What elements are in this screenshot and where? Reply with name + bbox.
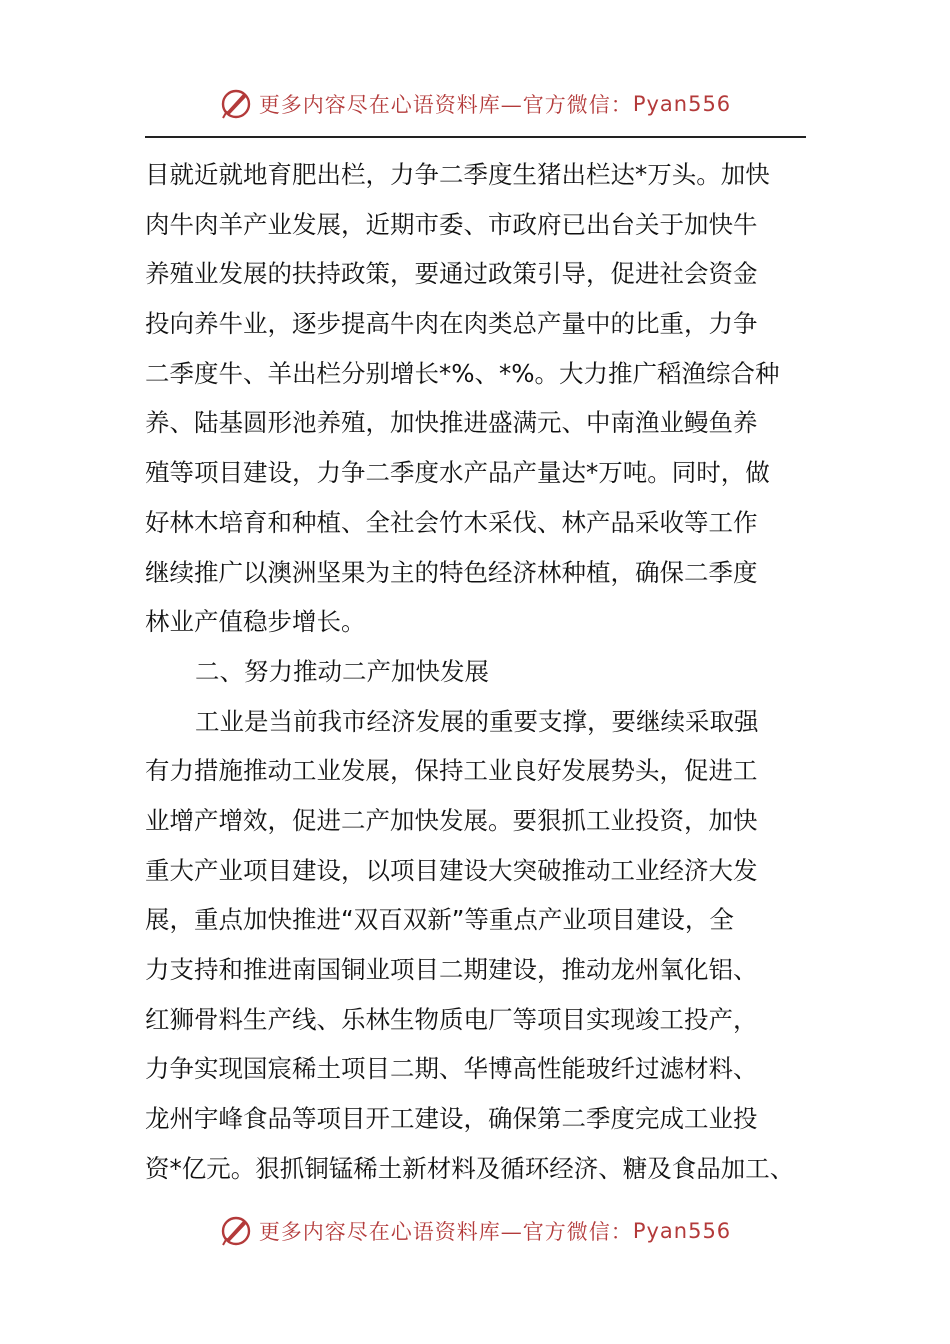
text-line: 投向养牛业，逐步提高牛肉在肉类总产量中的比重，力争 — [145, 309, 758, 339]
text-line: 好林木培育和种植、全社会竹木采伐、林产品采收等工作 — [145, 507, 758, 537]
text-line: 龙州宇峰食品等项目开工建设，确保第二季度完成工业投 — [145, 1104, 758, 1134]
paragraph — [145, 697, 835, 747]
text-line: 力支持和推进南国铜业项目二期建设，推动龙州氧化铝、 — [145, 955, 758, 984]
footer-watermark — [0, 1211, 950, 1251]
text-line: 力争实现国宸稀土项目二期、华博高性能玻纤过滤材料、 — [145, 1054, 758, 1084]
text-line: 资*亿元。狠抓铜锰稀土新材料及循环经济、糖及食品加工、 — [145, 1153, 795, 1183]
paragraph — [145, 647, 835, 697]
quill-logo-icon — [219, 87, 253, 121]
paragraph — [145, 150, 835, 647]
watermark-text: 更多内容尽在心语资料库—官方微信： — [258, 1220, 633, 1244]
quill-logo-icon — [219, 1214, 253, 1248]
text-line: 殖等项目建设，力争二季度水产品产量达*万吨。同时，做 — [145, 458, 770, 488]
text-line: 林业产值稳步增长。 — [145, 607, 366, 637]
text-line: 目就近就地育肥出栏，力争二季度生猪出栏达*万头。加快 — [145, 160, 770, 189]
text-line: 继续推广以澳洲坚果为主的特色经济林种植，确保二季度 — [145, 557, 758, 587]
text-line: 二季度牛、羊出栏分别增长*%、*%。大力推广稻渔综合种 — [145, 358, 780, 388]
watermark-text: 更多内容尽在心语资料库—官方微信： — [258, 93, 633, 117]
header-divider — [145, 136, 806, 138]
text-line: 展，重点加快推进“双百双新”等重点产业项目建设，全 — [145, 905, 734, 935]
text-line: 重大产业项目建设，以项目建设大突破推动工业经济大发 — [145, 855, 758, 885]
text-line: 肉牛肉羊产业发展，近期市委、市政府已出台关于加快牛 — [145, 209, 758, 239]
paragraph — [145, 746, 835, 1193]
watermark-handle: Pyan556 — [632, 92, 732, 116]
text-line: 红狮骨料生产线、乐林生物质电厂等项目实现竣工投产， — [145, 1004, 758, 1034]
text-line: 养、陆基圆形池养殖，加快推进盛满元、中南渔业鳗鱼养 — [145, 408, 758, 438]
text-line: 养殖业发展的扶持政策，要通过政策引导，促进社会资金 — [145, 259, 758, 289]
text-line: 有力措施推动工业发展，保持工业良好发展势头，促进工 — [145, 756, 758, 786]
document-body — [145, 150, 835, 1193]
header-watermark — [0, 84, 950, 124]
text-line: 二、努力推动二产加快发展 — [195, 656, 489, 686]
text-line: 业增产增效，促进二产加快发展。要狠抓工业投资，加快 — [145, 805, 758, 835]
watermark-handle: Pyan556 — [632, 1219, 732, 1243]
text-line: 工业是当前我市经济发展的重要支撑，要继续采取强 — [195, 706, 759, 736]
